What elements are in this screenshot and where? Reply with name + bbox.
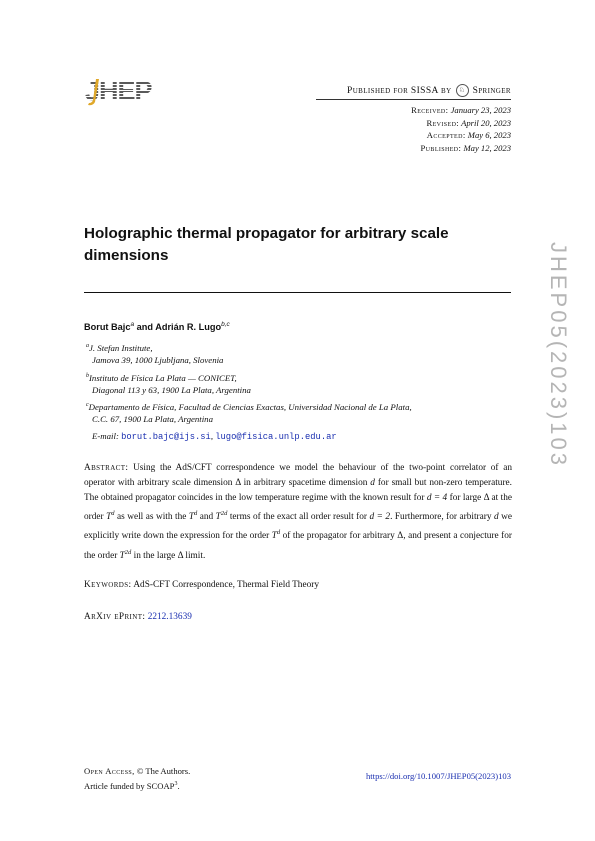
- license-text: © The Authors.: [136, 766, 191, 776]
- abstract-label: Abstract:: [84, 463, 129, 473]
- author-connector: and: [136, 322, 153, 333]
- affiliations: [86, 340, 516, 429]
- email-line: E-mail: borut.bajc@ijs.si, lugo@fisica.unlp.edu.ar: [92, 431, 337, 442]
- doi-link[interactable]: https://doi.org/10.1007/JHEP05(2023)103: [366, 771, 511, 781]
- author-name: Borut Bajc: [84, 322, 131, 333]
- svg-text:JHEP: JHEP: [85, 76, 152, 106]
- title-rule: [84, 292, 511, 293]
- affiliation: $^a$J. Stefan Institute, Jamova 39, 1000 Ljubljana, Slovenia: [86, 342, 224, 366]
- paper-title: Holographic thermal propagator for arbitrary scale dimensions: [84, 225, 449, 264]
- email-label: E-mail:: [92, 431, 119, 441]
- side-stamp-text: JHEP05(2023)103: [546, 241, 571, 469]
- header-rule: [316, 99, 511, 100]
- authors: [84, 321, 230, 332]
- author-sup: a: [130, 321, 135, 328]
- date-published: Published: May 12, 2023: [420, 142, 511, 153]
- publisher-name: Springer: [472, 85, 511, 96]
- date-revised: Revised: April 20, 2023: [426, 117, 511, 128]
- abstract: Abstract: Using the AdS/CFT correspondence we model the behaviour of the two-point correlator of an operator with arbitrary scale dimension Δ in arbitrary spacetime dimension d for small but non-zero temperature. The obtained propagator coincides in the low temperature regime with the known result for d = 4 for large Δ at the order $T^d$ as well as with the $T^d$ and $T^{2d}$ terms of the exact all order result for d = 2. Furthermore, for arbitrary d we explicitly write down the expression for the order $T^d$ of the propagator for arbitrary Δ, and present a conjecture for the order $T^{2d}$ in the large Δ limit.: [84, 463, 512, 561]
- date-received: Received: January 23, 2023: [411, 105, 511, 115]
- jhep-logo: [82, 76, 172, 106]
- arxiv-line: [84, 612, 192, 622]
- date-accepted: Accepted: May 6, 2023: [426, 130, 511, 140]
- publisher-line: [347, 84, 511, 97]
- keywords-label: Keywords:: [84, 580, 132, 590]
- keywords: [84, 580, 319, 590]
- doi-line: [366, 771, 511, 781]
- email-link[interactable]: lugo@fisica.unlp.edu.ar: [215, 432, 337, 442]
- affiliation: $^b$Instituto de Física La Plata — CONICET, Diagonal 113 y 63, 1900 La Plata, Argentina: [86, 372, 251, 395]
- author-sup: b,c: [221, 321, 230, 328]
- author-name: Adrián R. Lugo: [155, 322, 222, 333]
- affiliation: $^c$Departamento de Física, Facultad de Ciencias Exactas, Universidad Nacional de La Plata, C.C. 67, 1900 La Plata, Argentina: [86, 401, 412, 425]
- springer-icon: ♘: [456, 84, 469, 97]
- side-stamp: [538, 220, 578, 490]
- arxiv-label: ArXiv ePrint:: [84, 612, 146, 622]
- arxiv-link[interactable]: 2212.13639: [147, 612, 192, 622]
- keywords-text: AdS-CFT Correspondence, Thermal Field Theory: [133, 580, 319, 590]
- published-for-text: Published for SISSA by: [347, 85, 452, 96]
- footer-license: Open Access, © The Authors. Article funded by SCOAP$^3$.: [84, 766, 191, 791]
- dates-block: [411, 104, 511, 154]
- open-access-label: Open Access,: [84, 766, 135, 776]
- funding-text: Article funded by SCOAP: [84, 780, 175, 791]
- email-link[interactable]: borut.bajc@ijs.si: [121, 432, 211, 442]
